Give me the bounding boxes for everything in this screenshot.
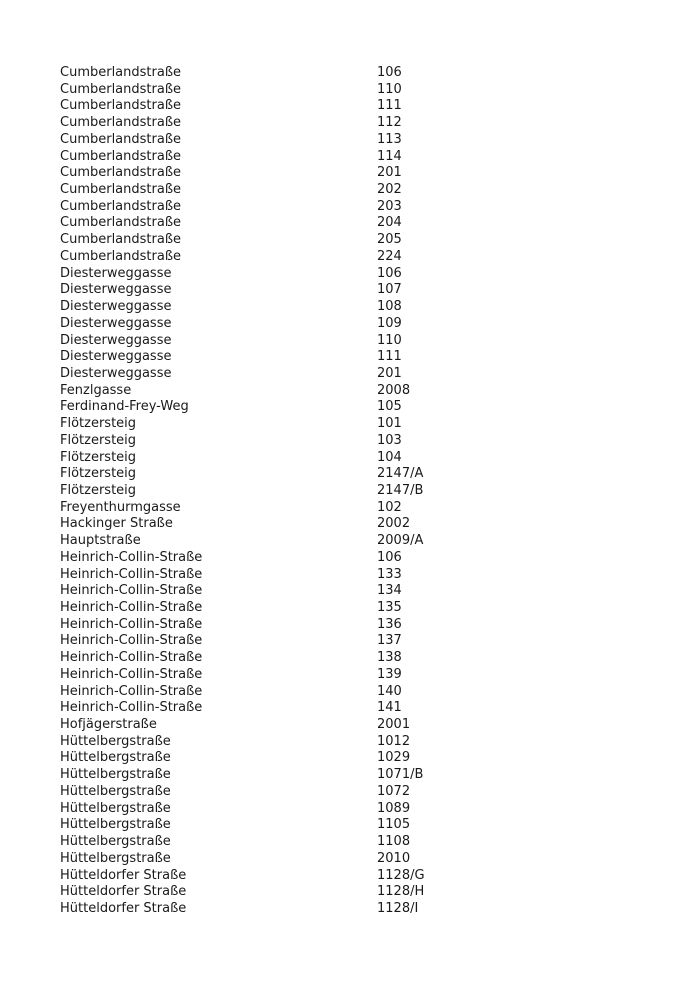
list-item bbox=[60, 366, 660, 383]
house-number: 137 bbox=[377, 633, 402, 649]
house-number: 134 bbox=[377, 583, 402, 599]
street-name: Hüttelbergstraße bbox=[60, 783, 171, 799]
list-item bbox=[60, 650, 660, 667]
street-name: Cumberlandstraße bbox=[60, 232, 182, 248]
list-item bbox=[60, 266, 660, 283]
list-item bbox=[60, 249, 660, 266]
list-item bbox=[60, 115, 660, 132]
list-item bbox=[60, 433, 660, 450]
list-item bbox=[60, 717, 660, 734]
house-number: 1012 bbox=[377, 733, 411, 749]
street-name: Diesterweggasse bbox=[60, 265, 172, 281]
street-name: Cumberlandstraße bbox=[60, 148, 182, 164]
house-number: 112 bbox=[377, 115, 402, 131]
list-item bbox=[60, 316, 660, 333]
street-name: Fenzlgasse bbox=[60, 382, 132, 398]
house-number: 224 bbox=[377, 248, 402, 264]
street-name: Cumberlandstraße bbox=[60, 198, 182, 214]
house-number: 1128/I bbox=[377, 900, 419, 916]
list-item bbox=[60, 333, 660, 350]
list-item bbox=[60, 416, 660, 433]
street-name: Hauptstraße bbox=[60, 533, 141, 549]
house-number: 135 bbox=[377, 600, 402, 615]
house-number: 103 bbox=[377, 432, 402, 448]
list-item bbox=[60, 801, 660, 818]
street-name: Hütteldorfer Straße bbox=[60, 900, 187, 916]
street-name: Cumberlandstraße bbox=[60, 215, 182, 231]
house-number: 2008 bbox=[377, 382, 411, 398]
list-item bbox=[60, 700, 660, 717]
street-name: Heinrich-Collin-Straße bbox=[60, 566, 203, 582]
house-number: 2147/A bbox=[377, 466, 424, 482]
house-number: 201 bbox=[377, 365, 402, 381]
house-number: 201 bbox=[377, 165, 402, 181]
street-name: Diesterweggasse bbox=[60, 349, 172, 365]
house-number: 2002 bbox=[377, 516, 411, 532]
street-name: Hüttelbergstraße bbox=[60, 850, 171, 866]
street-name: Hüttelbergstraße bbox=[60, 834, 171, 850]
list-item bbox=[60, 516, 660, 533]
house-number: 1071/B bbox=[377, 767, 424, 783]
street-name: Heinrich-Collin-Straße bbox=[60, 650, 203, 666]
house-number: 109 bbox=[377, 315, 402, 331]
street-name: Freyenthurmgasse bbox=[60, 499, 181, 515]
street-name: Ferdinand-Frey-Weg bbox=[60, 399, 189, 415]
house-number: 1029 bbox=[377, 750, 411, 766]
street-name: Heinrich-Collin-Straße bbox=[60, 583, 203, 599]
house-number: 203 bbox=[377, 198, 402, 214]
street-name: Flötzersteig bbox=[60, 416, 137, 432]
list-item bbox=[60, 82, 660, 99]
street-name: Heinrich-Collin-Straße bbox=[60, 549, 203, 565]
street-name: Heinrich-Collin-Straße bbox=[60, 616, 203, 632]
list-item bbox=[60, 98, 660, 115]
list-item bbox=[60, 149, 660, 166]
street-name: Heinrich-Collin-Straße bbox=[60, 633, 203, 649]
list-item bbox=[60, 750, 660, 767]
house-number: 1089 bbox=[377, 800, 411, 816]
house-number: 104 bbox=[377, 449, 402, 465]
street-name: Hofjägerstraße bbox=[60, 717, 157, 733]
house-number: 133 bbox=[377, 566, 402, 582]
street-name: Flötzersteig bbox=[60, 432, 137, 448]
house-number: 2147/B bbox=[377, 482, 424, 498]
street-name: Hüttelbergstraße bbox=[60, 733, 171, 749]
house-number: 141 bbox=[377, 700, 402, 716]
street-name: Diesterweggasse bbox=[60, 332, 172, 348]
list-item bbox=[60, 600, 660, 617]
list-item bbox=[60, 215, 660, 232]
list-item bbox=[60, 868, 660, 885]
street-name: Hüttelbergstraße bbox=[60, 817, 171, 833]
house-number: 111 bbox=[377, 349, 402, 365]
house-number: 1128/H bbox=[377, 884, 425, 900]
house-number: 106 bbox=[377, 549, 402, 565]
house-number: 1108 bbox=[377, 834, 411, 850]
street-name: Cumberlandstraße bbox=[60, 65, 182, 80]
list-item bbox=[60, 282, 660, 299]
street-name: Cumberlandstraße bbox=[60, 98, 182, 114]
list-item bbox=[60, 500, 660, 517]
house-number: 106 bbox=[377, 65, 402, 80]
street-name: Hütteldorfer Straße bbox=[60, 867, 187, 883]
house-number: 2009/A bbox=[377, 533, 424, 549]
street-name: Heinrich-Collin-Straße bbox=[60, 666, 203, 682]
house-number: 202 bbox=[377, 182, 402, 198]
list-item bbox=[60, 633, 660, 650]
list-item bbox=[60, 784, 660, 801]
house-number: 106 bbox=[377, 265, 402, 281]
list-item bbox=[60, 533, 660, 550]
street-name: Cumberlandstraße bbox=[60, 131, 182, 147]
list-item bbox=[60, 165, 660, 182]
street-name: Heinrich-Collin-Straße bbox=[60, 683, 203, 699]
street-name: Flötzersteig bbox=[60, 466, 137, 482]
list-item bbox=[60, 884, 660, 901]
house-number: 2010 bbox=[377, 850, 411, 866]
list-item bbox=[60, 834, 660, 851]
list-item bbox=[60, 550, 660, 567]
street-name: Hüttelbergstraße bbox=[60, 800, 171, 816]
address-list bbox=[60, 65, 660, 918]
house-number: 110 bbox=[377, 81, 402, 97]
street-name: Diesterweggasse bbox=[60, 299, 172, 315]
list-item bbox=[60, 182, 660, 199]
street-name: Hüttelbergstraße bbox=[60, 750, 171, 766]
street-name: Cumberlandstraße bbox=[60, 165, 182, 181]
house-number: 102 bbox=[377, 499, 402, 515]
house-number: 101 bbox=[377, 416, 402, 432]
street-name: Flötzersteig bbox=[60, 449, 137, 465]
house-number: 205 bbox=[377, 232, 402, 248]
list-item bbox=[60, 349, 660, 366]
house-number: 2001 bbox=[377, 717, 411, 733]
street-name: Cumberlandstraße bbox=[60, 81, 182, 97]
house-number: 1072 bbox=[377, 783, 411, 799]
street-name: Heinrich-Collin-Straße bbox=[60, 700, 203, 716]
house-number: 204 bbox=[377, 215, 402, 231]
list-item bbox=[60, 767, 660, 784]
house-number: 105 bbox=[377, 399, 402, 415]
street-name: Diesterweggasse bbox=[60, 282, 172, 298]
list-item bbox=[60, 734, 660, 751]
house-number: 1128/G bbox=[377, 867, 425, 883]
list-item bbox=[60, 299, 660, 316]
street-name: Cumberlandstraße bbox=[60, 115, 182, 131]
list-item bbox=[60, 817, 660, 834]
list-item bbox=[60, 232, 660, 249]
house-number: 111 bbox=[377, 98, 402, 114]
house-number: 110 bbox=[377, 332, 402, 348]
street-name: Hütteldorfer Straße bbox=[60, 884, 187, 900]
street-name: Diesterweggasse bbox=[60, 315, 172, 331]
house-number: 113 bbox=[377, 131, 402, 147]
house-number: 138 bbox=[377, 650, 402, 666]
list-item bbox=[60, 466, 660, 483]
house-number: 139 bbox=[377, 666, 402, 682]
list-item bbox=[60, 132, 660, 149]
street-name: Hackinger Straße bbox=[60, 516, 173, 532]
street-name: Diesterweggasse bbox=[60, 365, 172, 381]
house-number: 136 bbox=[377, 616, 402, 632]
list-item bbox=[60, 583, 660, 600]
house-number: 140 bbox=[377, 683, 402, 699]
list-item bbox=[60, 617, 660, 634]
street-name: Flötzersteig bbox=[60, 482, 137, 498]
list-item bbox=[60, 901, 660, 918]
list-item bbox=[60, 450, 660, 467]
house-number: 1105 bbox=[377, 817, 411, 833]
list-item bbox=[60, 65, 660, 82]
house-number: 114 bbox=[377, 148, 402, 164]
list-item bbox=[60, 667, 660, 684]
list-item bbox=[60, 199, 660, 216]
list-item bbox=[60, 567, 660, 584]
list-item bbox=[60, 399, 660, 416]
house-number: 108 bbox=[377, 299, 402, 315]
list-item bbox=[60, 851, 660, 868]
list-item bbox=[60, 383, 660, 400]
street-name: Hüttelbergstraße bbox=[60, 767, 171, 783]
house-number: 107 bbox=[377, 282, 402, 298]
street-name: Cumberlandstraße bbox=[60, 248, 182, 264]
list-item bbox=[60, 684, 660, 701]
list-item bbox=[60, 483, 660, 500]
street-name: Cumberlandstraße bbox=[60, 182, 182, 198]
street-name: Heinrich-Collin-Straße bbox=[60, 600, 203, 615]
